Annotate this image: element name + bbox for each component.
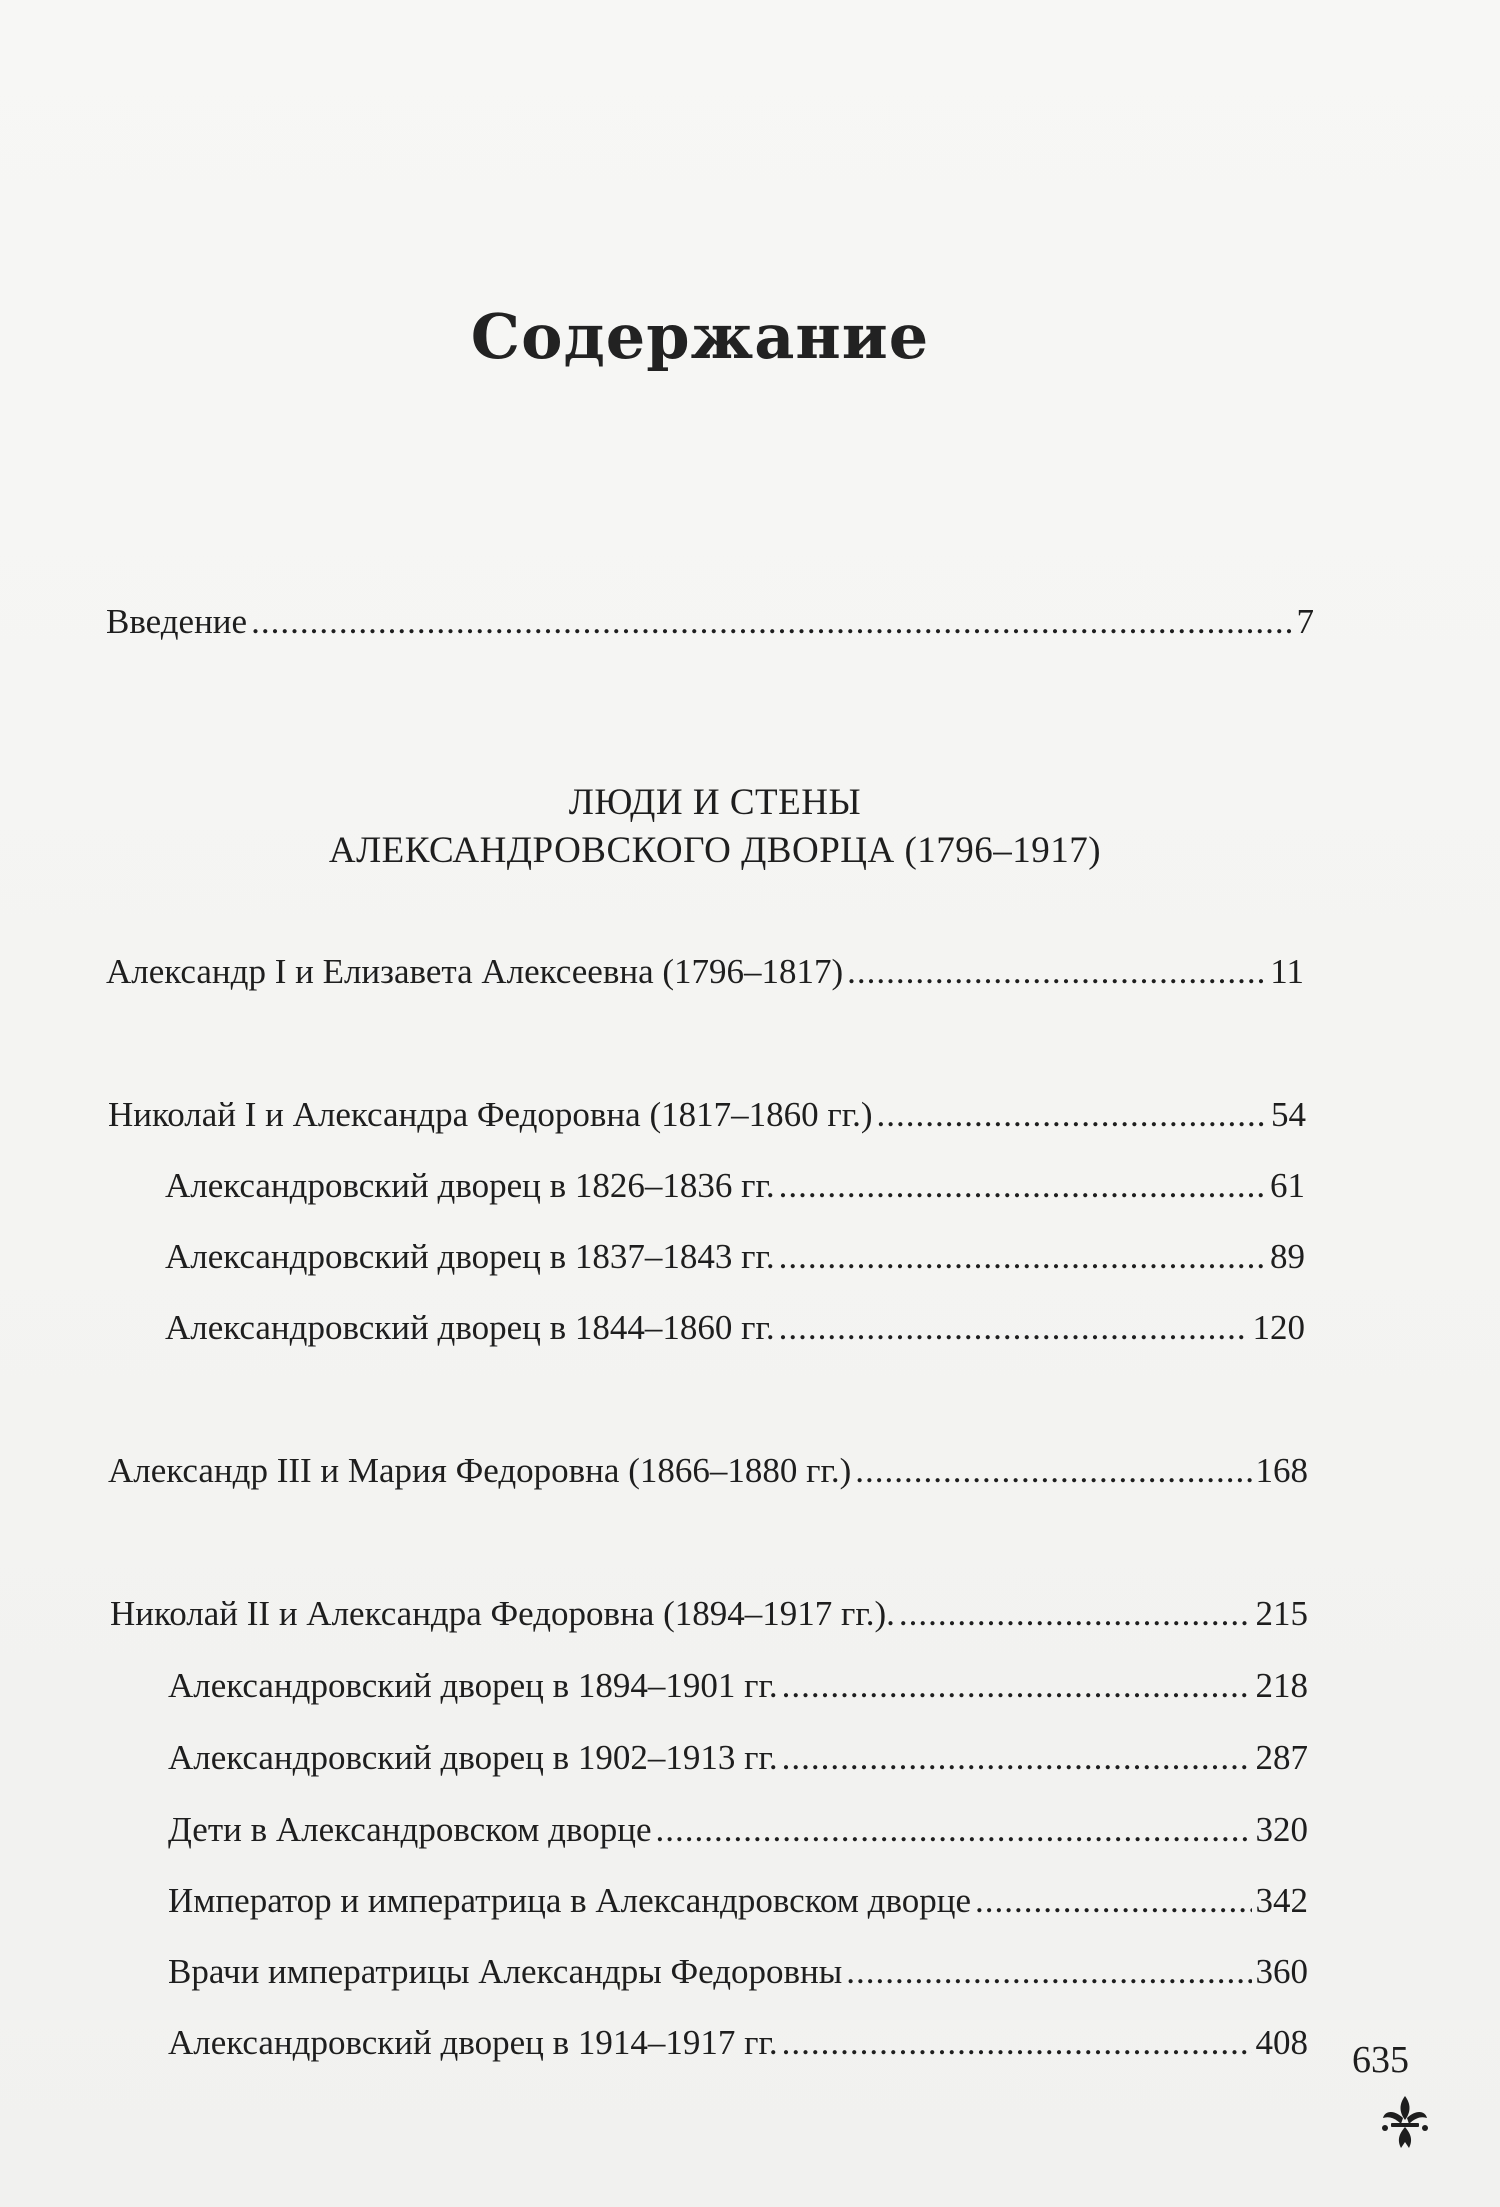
toc-leader-dots — [847, 950, 1266, 994]
toc-entry-label: Александровский дворец в 1914–1917 гг. — [168, 2023, 778, 2062]
toc-entry-page: 61 — [1270, 1166, 1305, 1205]
toc-entry-label: Александровский дворец в 1894–1901 гг. — [168, 1666, 778, 1705]
toc-leader-dots — [846, 1950, 1251, 1994]
toc-leader-dots — [782, 2021, 1252, 2065]
toc-subentry — [165, 1306, 1305, 1350]
toc-subentry — [168, 1879, 1308, 1923]
toc-entry-label: Николай II и Александра Федоровна (1894–1917 гг.). — [110, 1594, 895, 1633]
toc-entry-page: 360 — [1255, 1952, 1308, 1991]
section-heading-line2: АЛЕКСАНДРОВСКОГО ДВОРЦА (1796–1917) — [328, 830, 1102, 871]
toc-leader-dots — [779, 1164, 1266, 1208]
toc-subentry — [168, 1808, 1308, 1852]
toc-leader-dots — [975, 1879, 1251, 1923]
toc-entry-page: 320 — [1255, 1810, 1308, 1849]
section-heading-line1: ЛЮДИ И СТЕНЫ — [568, 782, 862, 823]
toc-leader-dots — [779, 1235, 1266, 1279]
toc-entry — [110, 1592, 1308, 1636]
toc-leader-dots — [656, 1808, 1252, 1852]
toc-entry-page: 54 — [1271, 1095, 1306, 1134]
toc-entry — [108, 1449, 1308, 1493]
toc-entry-label: Дети в Александровском дворце — [168, 1810, 652, 1849]
toc-entry-page: 168 — [1255, 1451, 1308, 1490]
toc-leader-dots — [251, 600, 1292, 644]
toc-subentry — [168, 2021, 1308, 2065]
page-number: 635 — [1352, 2039, 1409, 2081]
toc-entry-label: Александр I и Елизавета Алексеевна (1796–1817) — [106, 952, 844, 991]
toc-entry-label: Александр III и Мария Федоровна (1866–1880 гг.) — [108, 1451, 852, 1490]
toc-entry-label: Император и императрица в Александровском дворце — [168, 1881, 972, 1920]
toc-entry-page: 7 — [1296, 602, 1314, 641]
toc-entry-page: 215 — [1255, 1594, 1308, 1633]
toc-entry-page: 287 — [1255, 1738, 1308, 1777]
toc-entry-page: 218 — [1255, 1666, 1308, 1705]
toc-entry-label: Введение — [106, 602, 248, 641]
toc-leader-dots — [855, 1449, 1251, 1493]
toc-entry-page: 11 — [1270, 952, 1304, 991]
toc-entry-label: Александровский дворец в 1902–1913 гг. — [168, 1738, 778, 1777]
toc-entry-page: 342 — [1255, 1881, 1308, 1920]
toc-entry-introduction — [106, 600, 1314, 644]
toc-leader-dots — [899, 1592, 1252, 1636]
toc-subentry — [168, 1736, 1308, 1780]
toc-subentry — [168, 1664, 1308, 1708]
toc-entry-page: 408 — [1255, 2023, 1308, 2062]
toc-entry-label: Александровский дворец в 1837–1843 гг. — [165, 1237, 775, 1276]
toc-entry-label: Николай I и Александра Федоровна (1817–1860 гг.) — [108, 1095, 873, 1134]
toc-leader-dots — [779, 1306, 1249, 1350]
toc-entry — [106, 950, 1304, 994]
toc-entry-label: Александровский дворец в 1826–1836 гг. — [165, 1166, 775, 1205]
toc-entry — [108, 1093, 1306, 1137]
fleur-de-lis-icon — [1375, 2092, 1435, 2152]
toc-entry-label: Врачи императрицы Александры Федоровны — [168, 1952, 843, 1991]
toc-subentry — [165, 1235, 1305, 1279]
toc-entry-label: Александровский дворец в 1844–1860 гг. — [165, 1308, 775, 1347]
toc-entry-page: 120 — [1252, 1308, 1305, 1347]
toc-subentry — [168, 1950, 1308, 1994]
toc-leader-dots — [877, 1093, 1267, 1137]
toc-subentry — [165, 1164, 1305, 1208]
toc-entry-page: 89 — [1270, 1237, 1305, 1276]
page-title: Содержание — [470, 300, 930, 373]
toc-leader-dots — [782, 1664, 1252, 1708]
toc-leader-dots — [782, 1736, 1252, 1780]
